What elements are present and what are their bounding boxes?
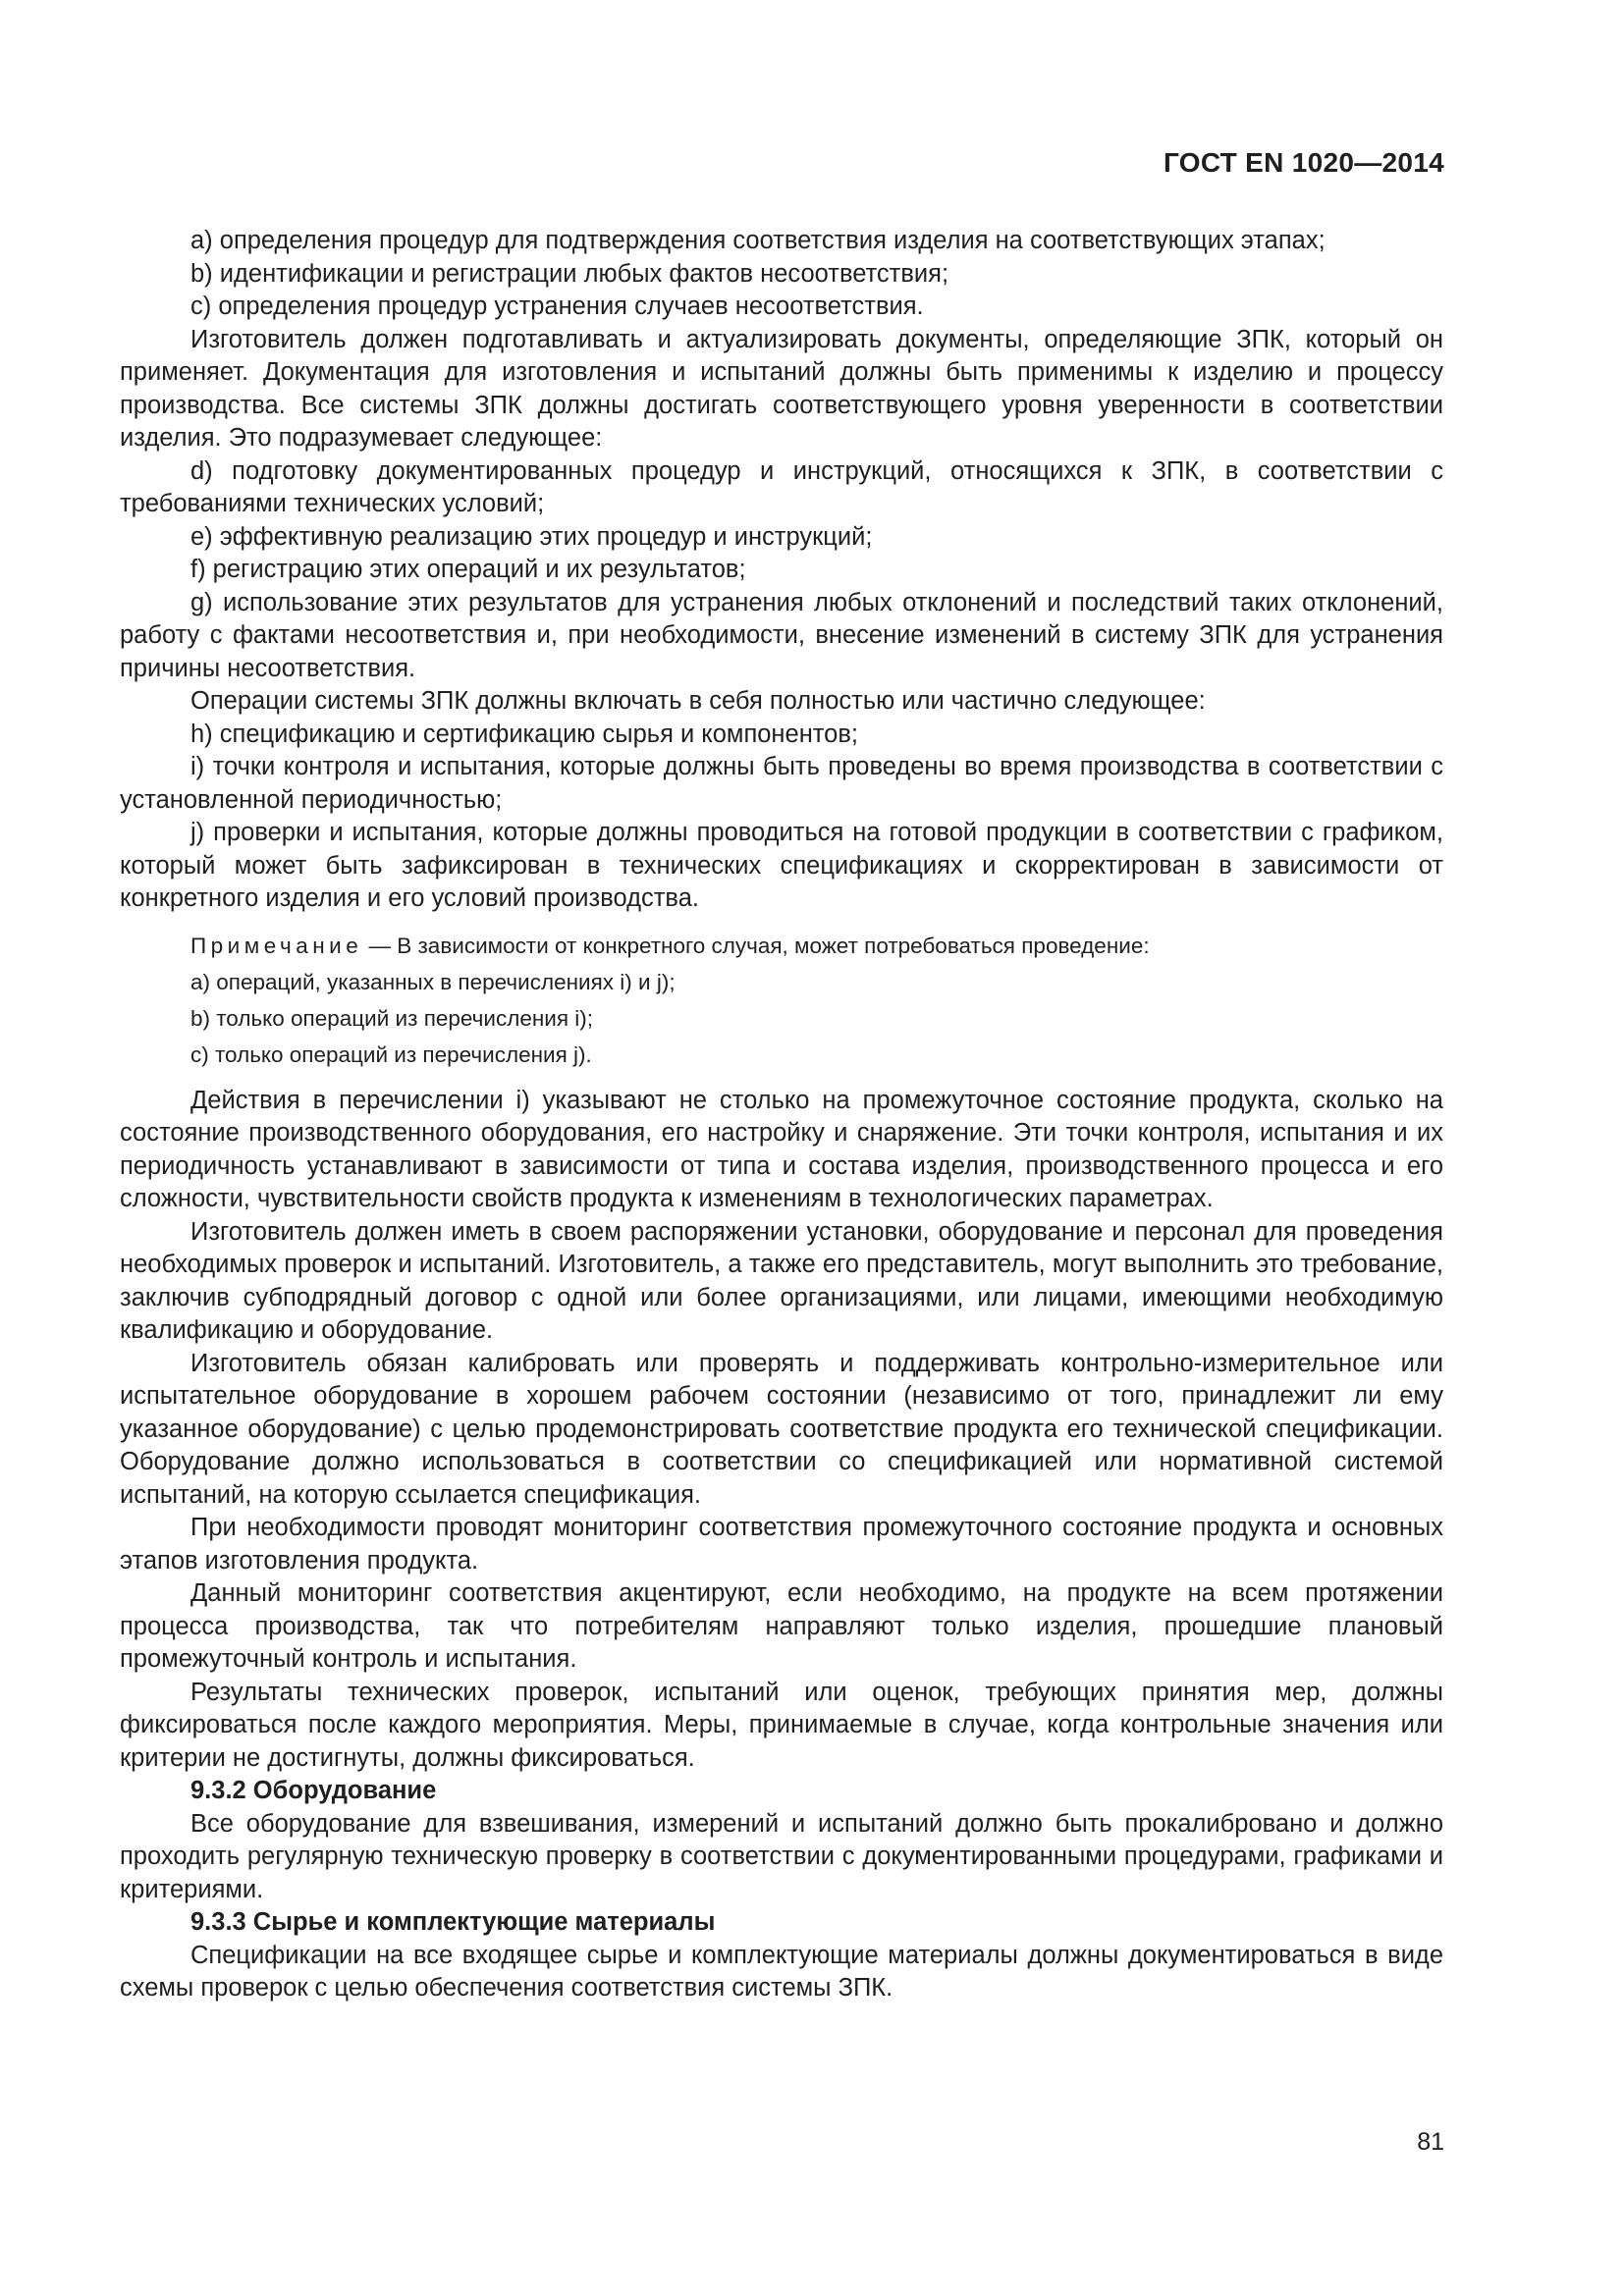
paragraph-monitoring-focus: Данный мониторинг соответствия акцентируют, если необходимо, на продукте на всем протяжении процесса производства, так что потребителям направляют только изделия, прошедшие плановый промежуточный контроль и испытания.: [120, 1579, 1443, 1673]
document-code-header: ГОСТ EN 1020—2014: [1163, 147, 1444, 178]
section-text-932: Все оборудование для взвешивания, измерений и испытаний должно быть прокалибровано и должно проходить регулярную техническую проверку в соответствии с документированными процедурами, графиками и критериями.: [120, 1809, 1443, 1903]
list-item-h: h) спецификацию и сертификацию сырья и компонентов;: [190, 720, 858, 748]
note-item-a: a) операций, указанных в перечислениях i) и j);: [190, 969, 676, 994]
paragraph-manufacturer-resources: Изготовитель должен иметь в своем распоряжении установки, оборудование и персонал для проведения необходимых проверок и испытаний. Изготовитель, а также его представитель, могут выполнить это требование, заключив субподрядный договор с одной или более организациями, или лицами, имеющими необходимую квалификацию и оборудование.: [120, 1217, 1443, 1344]
paragraph-calibration: Изготовитель обязан калибровать или проверять и поддерживать контрольно-измерительное или испытательное оборудование в хорошем рабочем состоянии (независимо от того, принадлежит ли ему указанное оборудование) с целью продемонстрировать соответствие продукта его технической спецификации. Оборудование должно использоваться в соответствии со спецификацией или нормативной системой испытаний, на которую ссылается спецификация.: [120, 1349, 1443, 1509]
list-item-a: a) определения процедур для подтверждения соответствия изделия на соответствующих этапах;: [190, 227, 1326, 254]
paragraph-actions: Действия в перечислении i) указывают не столько на промежуточное состояние продукта, сколько на состояние производственного оборудования, его настройку и снаряжение. Эти точки контроля, испытания и их периодичность устанавливают в зависимости от типа и состава изделия, производственного процесса и его сложности, чувствительности свойств продукта к изменениям в технологических параметрах.: [120, 1086, 1443, 1212]
paragraph-monitoring: При необходимости проводят мониторинг соответствия промежуточного состояние продукта и основных этапов изготовления продукта.: [120, 1514, 1443, 1575]
list-item-b: b) идентификации и регистрации любых фактов несоответствия;: [190, 259, 949, 288]
list-item-c: c) определения процедур устранения случаев несоответствия.: [190, 293, 924, 320]
note-label: Примечание: [190, 933, 363, 958]
note-item-c: c) только операций из перечисления j).: [190, 1041, 592, 1067]
list-item-i: i) точки контроля и испытания, которые должны быть проведены во время производства в соответствии с установленной периодичностью;: [120, 753, 1443, 814]
list-item-f: f) регистрацию этих операций и их результатов;: [190, 556, 746, 583]
note-text: — В зависимости от конкретного случая, может потребоваться проведение:: [362, 933, 1150, 958]
page-number: 81: [1417, 2128, 1444, 2156]
section-text-933: Спецификации на все входящее сырье и комплектующие материалы должны документироваться в виде схемы проверок с целью обеспечения соответствия системы ЗПК.: [120, 1941, 1443, 2002]
page-content: [120, 225, 1443, 2005]
list-item-g: g) использование этих результатов для устранения любых отклонений и последствий таких отклонений, работу с фактами несоответствия и, при необходимости, внесение изменений в систему ЗПК для устранения причины несоответствия.: [120, 588, 1443, 682]
note-block: [120, 928, 1443, 1073]
note-intro: [120, 928, 1443, 964]
note-item-b: b) только операций из перечисления i);: [190, 1005, 594, 1031]
paragraph-results: Результаты технических проверок, испытаний или оценок, требующих принятия мер, должны фиксироваться после каждого мероприятия. Меры, принимаемые в случае, когда контрольные значения или критерии не достигнуты, должны фиксироваться.: [120, 1678, 1443, 1772]
list-item-e: e) эффективную реализацию этих процедур и инструкций;: [190, 522, 873, 551]
section-heading-932: 9.3.2 Оборудование: [190, 1777, 437, 1804]
list-item-d: d) подготовку документированных процедур и инструкций, относящихся к ЗПК, в соответствии с требованиями технических условий;: [120, 456, 1443, 517]
section-heading-933: 9.3.3 Сырье и комплектующие материалы: [190, 1908, 716, 1936]
paragraph-documentation: Изготовитель должен подготавливать и актуализировать документы, определяющие ЗПК, который он применяет. Документация для изготовления и испытаний должны быть применимы к изделию и процессу производства. Все системы ЗПК должны достигать соответствующего уровня уверенности в соответствии изделия. Это подразумевает следующее:: [120, 325, 1443, 452]
list-item-j: j) проверки и испытания, которые должны проводиться на готовой продукции в соответствии с графиком, который может быть зафиксирован в технических спецификациях и скорректирован в зависимости от конкретного изделия и его условий производства.: [120, 819, 1443, 912]
paragraph-operations: Операции системы ЗПК должны включать в себя полностью или частично следующее:: [190, 687, 1206, 715]
